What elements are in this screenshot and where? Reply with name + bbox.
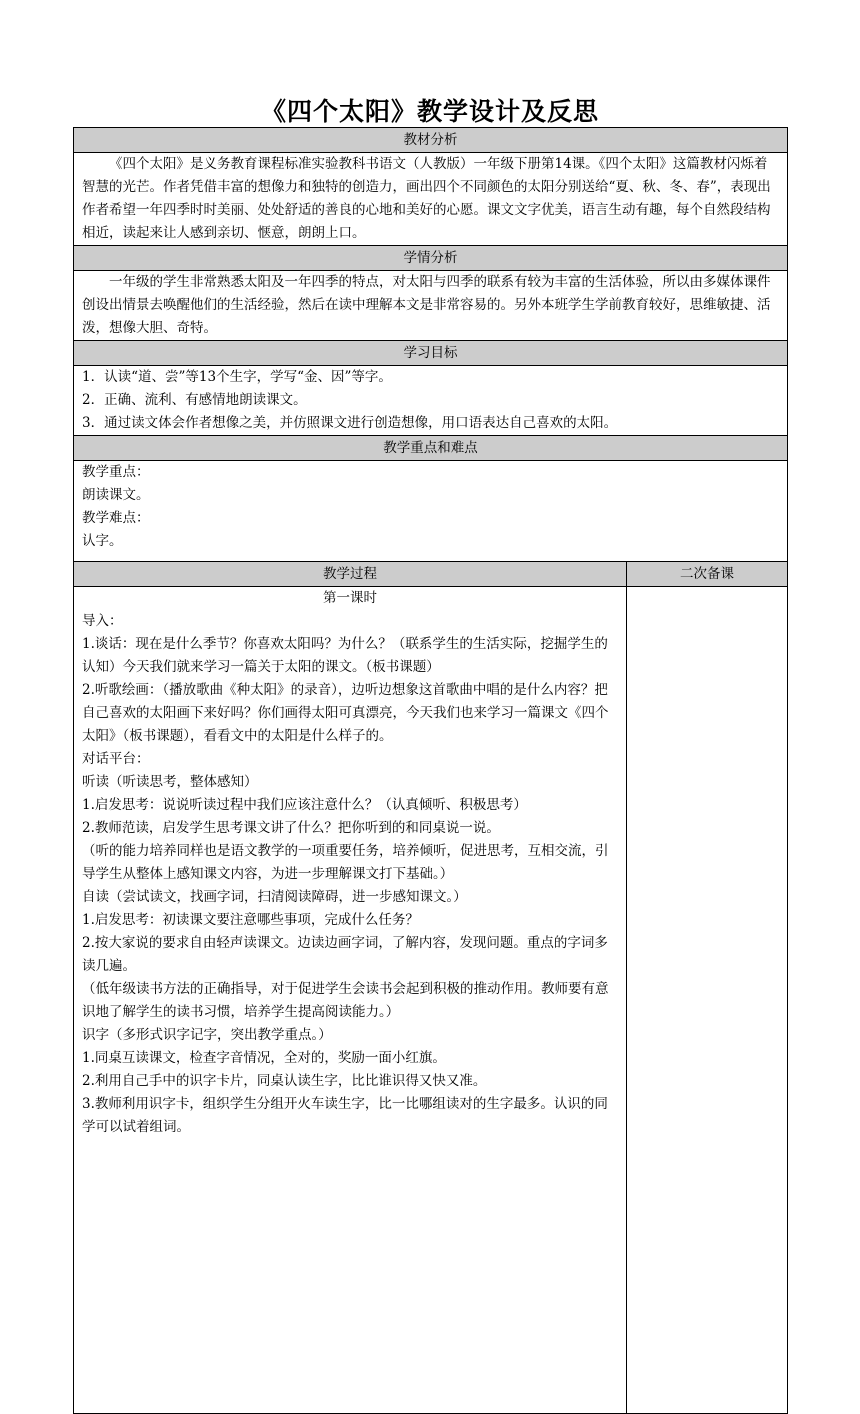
goal-item: 1．认读“道、尝”等13个生字，学写“金、因”等字。 <box>82 369 392 385</box>
process-line: （听的能力培养同样也是语文教学的一项重要任务，培养倾听，促进思考，互相交流，引导学生从整体上感知课文内容，为进一步理解课文打下基础。） <box>82 843 609 882</box>
lesson-plan-table <box>73 127 788 1414</box>
material-paragraph: 《四个太阳》是义务教育课程标准实验教科书语文（人教版）一年级下册第14课。《四个太阳》这篇教材闪烁着智慧的光芒。作者凭借丰富的想像力和独特的创造力，画出四个不同颜色的太阳分别送给“夏、秋、冬、春”，表现出作者希望一年四季时时美丽、处处舒适的善良的心地和美好的心愿。课文文字优美，语言生动有趣，每个自然段结构相近，读起来让人感到亲切、惬意，朗朗上口。 <box>82 156 771 241</box>
process-line: 2.教师范读，启发学生思考课文讲了什么？把你听到的和同桌说一说。 <box>82 820 500 836</box>
process-line: 导入： <box>82 613 123 629</box>
section-heading-material: 教材分析 <box>74 128 788 153</box>
process-line: 自读（尝试读文，找画字词，扫清阅读障碍，进一步感知课文。） <box>82 889 467 905</box>
goal-item: 2．正确、流利、有感情地朗读课文。 <box>82 392 307 408</box>
key-point-line: 教学重点： <box>82 464 150 480</box>
process-line: 对话平台： <box>82 751 150 767</box>
process-line: 1.谈话：现在是什么季节？你喜欢太阳吗？为什么？（联系学生的生活实际，挖掘学生的认知）今天我们就来学习一篇关于太阳的课文。（板书课题） <box>82 636 608 675</box>
document-title: 《四个太阳》教学设计及反思 <box>260 97 599 126</box>
key-point-line: 朗读课文。 <box>82 487 150 503</box>
lesson-label: 第一课时 <box>323 590 377 606</box>
process-line: 识字（多形式识字记字，突出教学重点。） <box>82 1027 332 1043</box>
section-heading-key-points: 教学重点和难点 <box>74 436 788 461</box>
process-line: 3.教师利用识字卡，组织学生分组开火车读生字，比一比哪组读对的生字最多。认识的同学可以试着组词。 <box>82 1096 608 1135</box>
section-heading-goals: 学习目标 <box>74 341 788 366</box>
teaching-process-body <box>74 587 627 1414</box>
key-point-line: 认字。 <box>82 533 123 549</box>
process-line: 2.听歌绘画：（播放歌曲《种太阳》的录音），边听边想象这首歌曲中唱的是什么内容？把自己喜欢的太阳画下来好吗？你们画得太阳可真漂亮，今天我们也来学习一篇课文《四个太阳》（板书课题），看看文中的太阳是什么样子的。 <box>82 682 609 744</box>
learning-goals <box>74 366 788 436</box>
secondary-notes-cell <box>627 587 788 1414</box>
section-heading-process: 教学过程 <box>74 562 627 587</box>
process-line: 1.启发思考：初读课文要注意哪些事项，完成什么任务？ <box>82 912 419 928</box>
goal-item: 3．通过读文体会作者想像之美，并仿照课文进行创造想像，用口语表达自己喜欢的太阳。 <box>82 415 618 431</box>
process-line: （低年级读书方法的正确指导，对于促进学生会读书会起到积极的推动作用。教师要有意识地了解学生的读书习惯，培养学生提高阅读能力。） <box>82 981 609 1020</box>
process-line: 2.利用自己手中的识字卡片，同桌认读生字，比比谁识得又快又准。 <box>82 1073 487 1089</box>
section-heading-learners: 学情分析 <box>74 246 788 271</box>
section-heading-notes: 二次备课 <box>627 562 788 587</box>
process-line: 1.启发思考：说说听读过程中我们应该注意什么？（认真倾听、积极思考） <box>82 797 527 813</box>
process-line: 听读（听读思考，整体感知） <box>82 774 258 790</box>
material-analysis-text <box>74 153 788 246</box>
learner-paragraph: 一年级的学生非常熟悉太阳及一年四季的特点，对太阳与四季的联系有较为丰富的生活体验，所以由多媒体课件创设出情景去唤醒他们的生活经验，然后在读中理解本文是非常容易的。另外本班学生学前教育较好，思维敏捷、活泼，想像大胆、奇特。 <box>82 274 771 336</box>
key-point-line: 教学难点： <box>82 510 150 526</box>
key-points-body <box>74 461 788 562</box>
process-line: 2.按大家说的要求自由轻声读课文。边读边画字词，了解内容，发现问题。重点的字词多读几遍。 <box>82 935 608 974</box>
learner-analysis-text <box>74 271 788 341</box>
process-line: 1.同桌互读课文，检查字音情况，全对的，奖励一面小红旗。 <box>82 1050 446 1066</box>
